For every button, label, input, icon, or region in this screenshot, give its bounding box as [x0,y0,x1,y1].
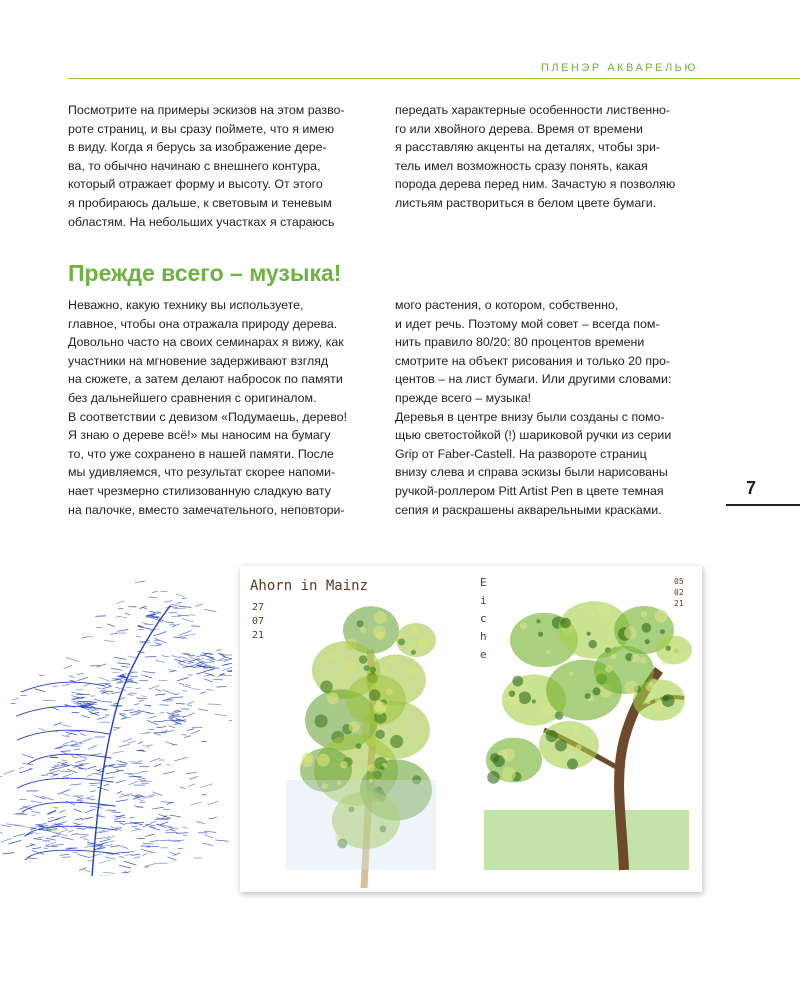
text-line: центов – на лист бумаги. Или другими словами: [395,372,672,387]
sketch-stroke [569,671,574,676]
text-line: тель имел возможность сразу понять, какая [395,158,648,173]
text-line: нает чрезмерно стилизованную сладкую вату [68,483,331,498]
sketch-stroke [573,727,581,735]
sketch-stroke [593,687,601,695]
sketch-stroke [376,631,385,640]
sketch-stroke [666,645,671,650]
oak-caption-letter: h [480,630,487,643]
sketch-stroke [301,756,312,767]
text-line: Деревья в центре внизу были созданы с помо- [395,409,665,424]
text-line: порода дерева перед ним. Зачастую я позволяю [395,177,676,192]
sketch-stroke [672,654,681,663]
sketch-stroke [356,743,362,749]
sketch-stroke [373,703,385,715]
sketch-stroke [410,626,419,635]
sketch-stroke [605,665,612,672]
sketch-stroke [598,604,610,616]
text-line: и идет речь. Поэтому мой совет – всегда пом- [395,316,660,331]
text-line: прежде всего – музыка! [395,390,532,405]
sketch-stroke [660,629,665,634]
sketch-stroke [386,688,393,695]
sketch-stroke [624,627,637,640]
page-number-rule [726,504,800,506]
sketch-stroke [502,748,515,761]
oak-caption-letter: i [480,594,487,607]
sketch-stroke [611,654,617,660]
oak-watercolor-sketch [474,570,696,888]
sketch-stroke [381,667,388,674]
sketch-stroke [512,676,523,687]
sketch-stroke [532,699,536,703]
text-line: областям. На небольших участках я стараюсь [68,214,335,229]
sketch-stroke [487,771,500,784]
sketch-stroke [502,767,516,781]
text-line: внизу слева и справа эскизы были нарисованы [395,465,668,480]
sketch-stroke [561,726,566,731]
sketch-stroke [655,696,661,702]
intro-column-right [395,101,695,213]
oak-date-month: 02 [674,588,684,597]
maple-watercolor-sketch [246,570,466,888]
text-line: без дальнейшего сравнения с оригиналом. [68,390,317,405]
sketch-stroke [585,693,591,699]
text-line: я пробираюсь дальше, к световым и теневым [68,195,332,210]
sketch-stroke [546,649,550,653]
sketch-stroke [567,759,578,770]
sketch-stroke [369,689,381,701]
sketch-stroke [655,610,668,623]
sketch-stroke [314,714,327,727]
sketch-stroke [360,627,366,633]
sketch-stroke [370,667,377,674]
sketch-stroke [367,764,375,772]
oak-caption-letter: E [480,576,487,589]
text-line: листьям раствориться в белом цвете бумаги. [395,195,657,210]
sketch-stroke [490,753,500,763]
sketch-stroke [560,618,571,629]
section-column-right [395,296,695,519]
text-line: роте страниц, и вы сразу поймете, что я имею [68,121,335,136]
text-line: ва, то обычно начинаю с внешнего контура, [68,158,321,173]
text-line: Посмотрите на примеры эскизов на этом разво- [68,103,345,117]
section-title: Прежде всего – музыка! [68,260,342,286]
text-line: участники на мгновение задерживают взгляд [68,353,329,368]
sketch-stroke [646,700,651,705]
sketch-stroke [588,640,597,649]
maple-date-day: 27 [252,602,265,613]
sketch-stroke [390,735,403,748]
text-line: на сюжете, а затем делают набросок по памяти [68,372,343,387]
sketch-stroke [640,657,647,664]
text-line: Я знаю о дереве всё!» мы наносим на бумагу [68,428,331,443]
sketch-stroke [680,652,688,660]
sketch-stroke [675,648,681,654]
section-column-left [68,296,368,519]
sketch-stroke [631,654,640,663]
sketch-stroke [645,639,650,644]
sketch-stroke [555,759,559,763]
text-line: главное, чтобы она отражала природу дерева. [68,316,338,331]
intro-paragraph-right [395,101,695,213]
sketch-stroke [641,611,647,617]
sketch-stroke [484,810,689,870]
sketch-stroke [536,619,540,623]
text-line: Довольно часто на своих семинарах я вижу, как [68,335,344,350]
sketch-stroke [387,657,393,663]
sketch-stroke [376,730,385,739]
sketch-stroke [359,655,367,663]
sketch-stroke [520,622,527,629]
sketch-stroke [329,653,336,660]
text-line: В соответствии с девизом «Подумаешь, дерево! [68,409,348,424]
maple-date-month: 07 [252,616,265,627]
text-line: я расставляю акценты на деталях, чтобы зри- [395,140,661,155]
text-line: то, что уже сохранено в нашей памяти. После [68,446,334,461]
sketch-stroke [286,780,436,870]
sketch-stroke [374,611,387,624]
sketch-stroke [625,681,639,695]
text-line: ручкой-роллером Pitt Artist Pen в цвете темная [395,483,664,498]
intro-column-left [68,101,368,231]
sketch-stroke [317,754,330,767]
text-line: Неважно, какую технику вы используете, [68,298,304,312]
sketch-stroke [327,693,339,705]
sketch-stroke [587,632,591,636]
sketch-stroke [398,638,405,645]
sketch-stroke [662,694,675,707]
sketch-stroke [417,637,429,649]
text-line: передать характерные особенности лиственно- [395,103,671,117]
text-line: на палочке, вместо замечательного, неповтори- [68,502,345,517]
sketch-stroke [546,730,558,742]
text-line: смотрите на объект рисования и только 20 про- [395,353,670,368]
sketch-stroke [408,647,412,651]
running-head: ПЛЕНЭР АКВАРЕЛЬЮ [541,62,698,74]
header-rule [68,78,800,79]
oak-date-day: 05 [674,577,684,586]
text-line: нить правило 80/20: 80 процентов времени [395,335,645,350]
sketch-stroke [591,610,597,616]
text-line: щью светостойкой (!) шариковой ручки из серии [395,428,672,443]
sketch-stroke [408,665,419,676]
sketch-stroke [662,659,668,665]
section-paragraph-left [68,296,368,519]
sketch-stroke [642,623,652,633]
text-line: мого растения, о котором, собственно, [395,298,619,312]
intro-paragraph-left [68,101,368,231]
sketch-stroke [538,632,543,637]
sketch-stroke [396,728,402,734]
text-line: мы удивляемся, что результат скорее напоми- [68,465,336,480]
sketch-stroke [576,744,582,750]
text-line: который отражает форму и высоту. От этого [68,177,323,192]
sketch-stroke [381,766,385,770]
text-line: в виду. Когда я берусь за изображение дере- [68,140,327,155]
maple-caption: Ahorn in Mainz [250,578,369,594]
section-paragraph-right [395,296,695,519]
sketch-stroke [509,690,516,697]
maple-date-year: 21 [252,630,265,641]
blue-pine-sketch [0,566,232,876]
oak-caption-letter: c [480,612,487,625]
text-line: Grip от Faber-Castell. На развороте страниц [395,446,647,461]
sketch-stroke [343,660,356,673]
sketch-stroke [348,721,359,732]
sketch-stroke [555,739,567,751]
oak-caption-letter: e [480,648,487,661]
sketch-stroke [340,761,347,768]
page-number: 7 [746,478,757,498]
text-line: сепия и раскрашены акварельными красками. [395,502,662,517]
text-line: го или хвойного дерева. Время от времени [395,121,643,136]
oak-date-year: 21 [674,599,684,608]
sketch-stroke [357,620,364,627]
sketch-stroke [518,691,531,704]
sketch-stroke [539,703,552,716]
sketch-stroke [594,646,654,694]
